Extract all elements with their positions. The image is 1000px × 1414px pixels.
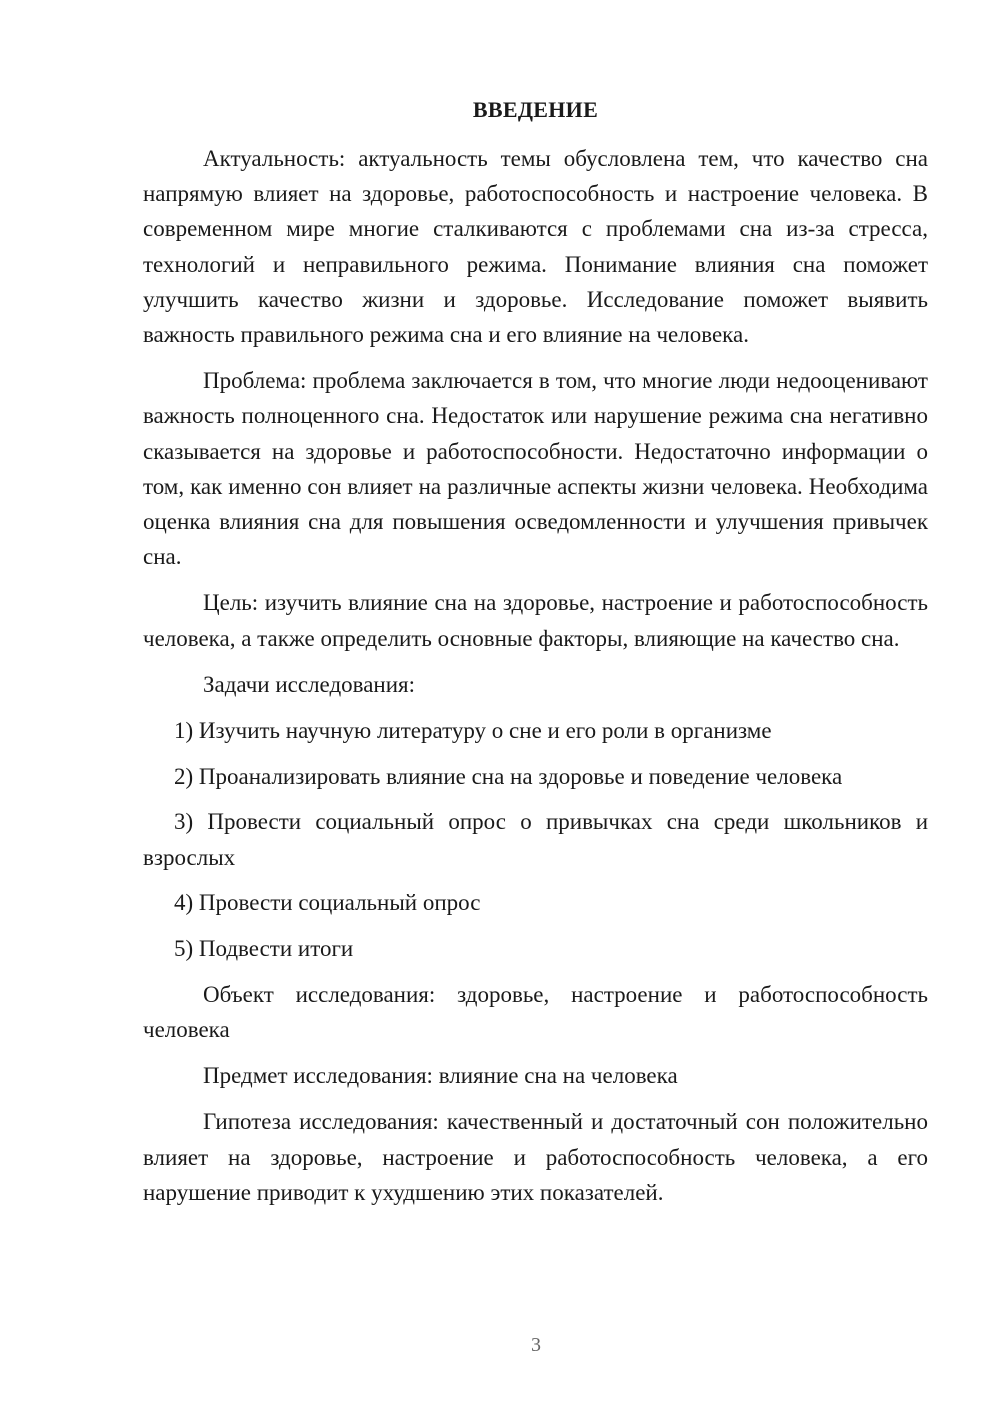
document-body <box>143 95 928 1221</box>
relevance-paragraph: Актуальность: актуальность темы обусловлена тем, что качество сна напрямую влияет на здоровье, работоспособность и настроение человека. В современном мире многие сталкиваются с проблемами сна из-за стресса, технологий и неправильного режима. Понимание влияния сна поможет улучшить качество жизни и здоровье. Исследование поможет выявить важность правильного режима сна и его влияние на человека. <box>143 146 928 348</box>
section-title: ВВЕДЕНИЕ <box>472 97 599 122</box>
task-item: 1) Изучить научную литературу о сне и его роли в организме <box>174 718 772 744</box>
task-item: 2) Проанализировать влияние сна на здоровье и поведение человека <box>174 763 843 789</box>
task-item: 4) Провести социальный опрос <box>174 890 481 916</box>
problem-paragraph: Проблема: проблема заключается в том, что многие люди недооценивают важность полноценного сна. Недостаток или нарушение режима сна негативно сказывается на здоровье и работоспособности. Недостаточно информации о том, как именно сон влияет на различные аспекты жизни человека. Необходима оценка влияния сна для повышения осведомленности и улучшения привычек сна. <box>143 368 928 570</box>
task-item: 5) Подвести итоги <box>174 936 354 962</box>
subject-paragraph: Предмет исследования: влияние сна на человека <box>203 1063 678 1089</box>
hypothesis-paragraph: Гипотеза исследования: качественный и достаточный сон положительно влияет на здоровье, настроение и работоспособность человека, а его нарушение приводит к ухудшению этих показателей. <box>143 1109 928 1205</box>
page-number: 3 <box>531 1334 541 1356</box>
task-item: 3) Провести социальный опрос о привычках сна среди школьников и взрослых <box>143 809 928 870</box>
object-paragraph: Объект исследования: здоровье, настроение и работоспособность человека <box>143 981 928 1042</box>
goal-paragraph: Цель: изучить влияние сна на здоровье, настроение и работоспособность человека, а также определить основные факторы, влияющие на качество сна. <box>143 590 928 651</box>
tasks-list <box>143 713 928 966</box>
tasks-heading: Задачи исследования: <box>203 671 416 697</box>
